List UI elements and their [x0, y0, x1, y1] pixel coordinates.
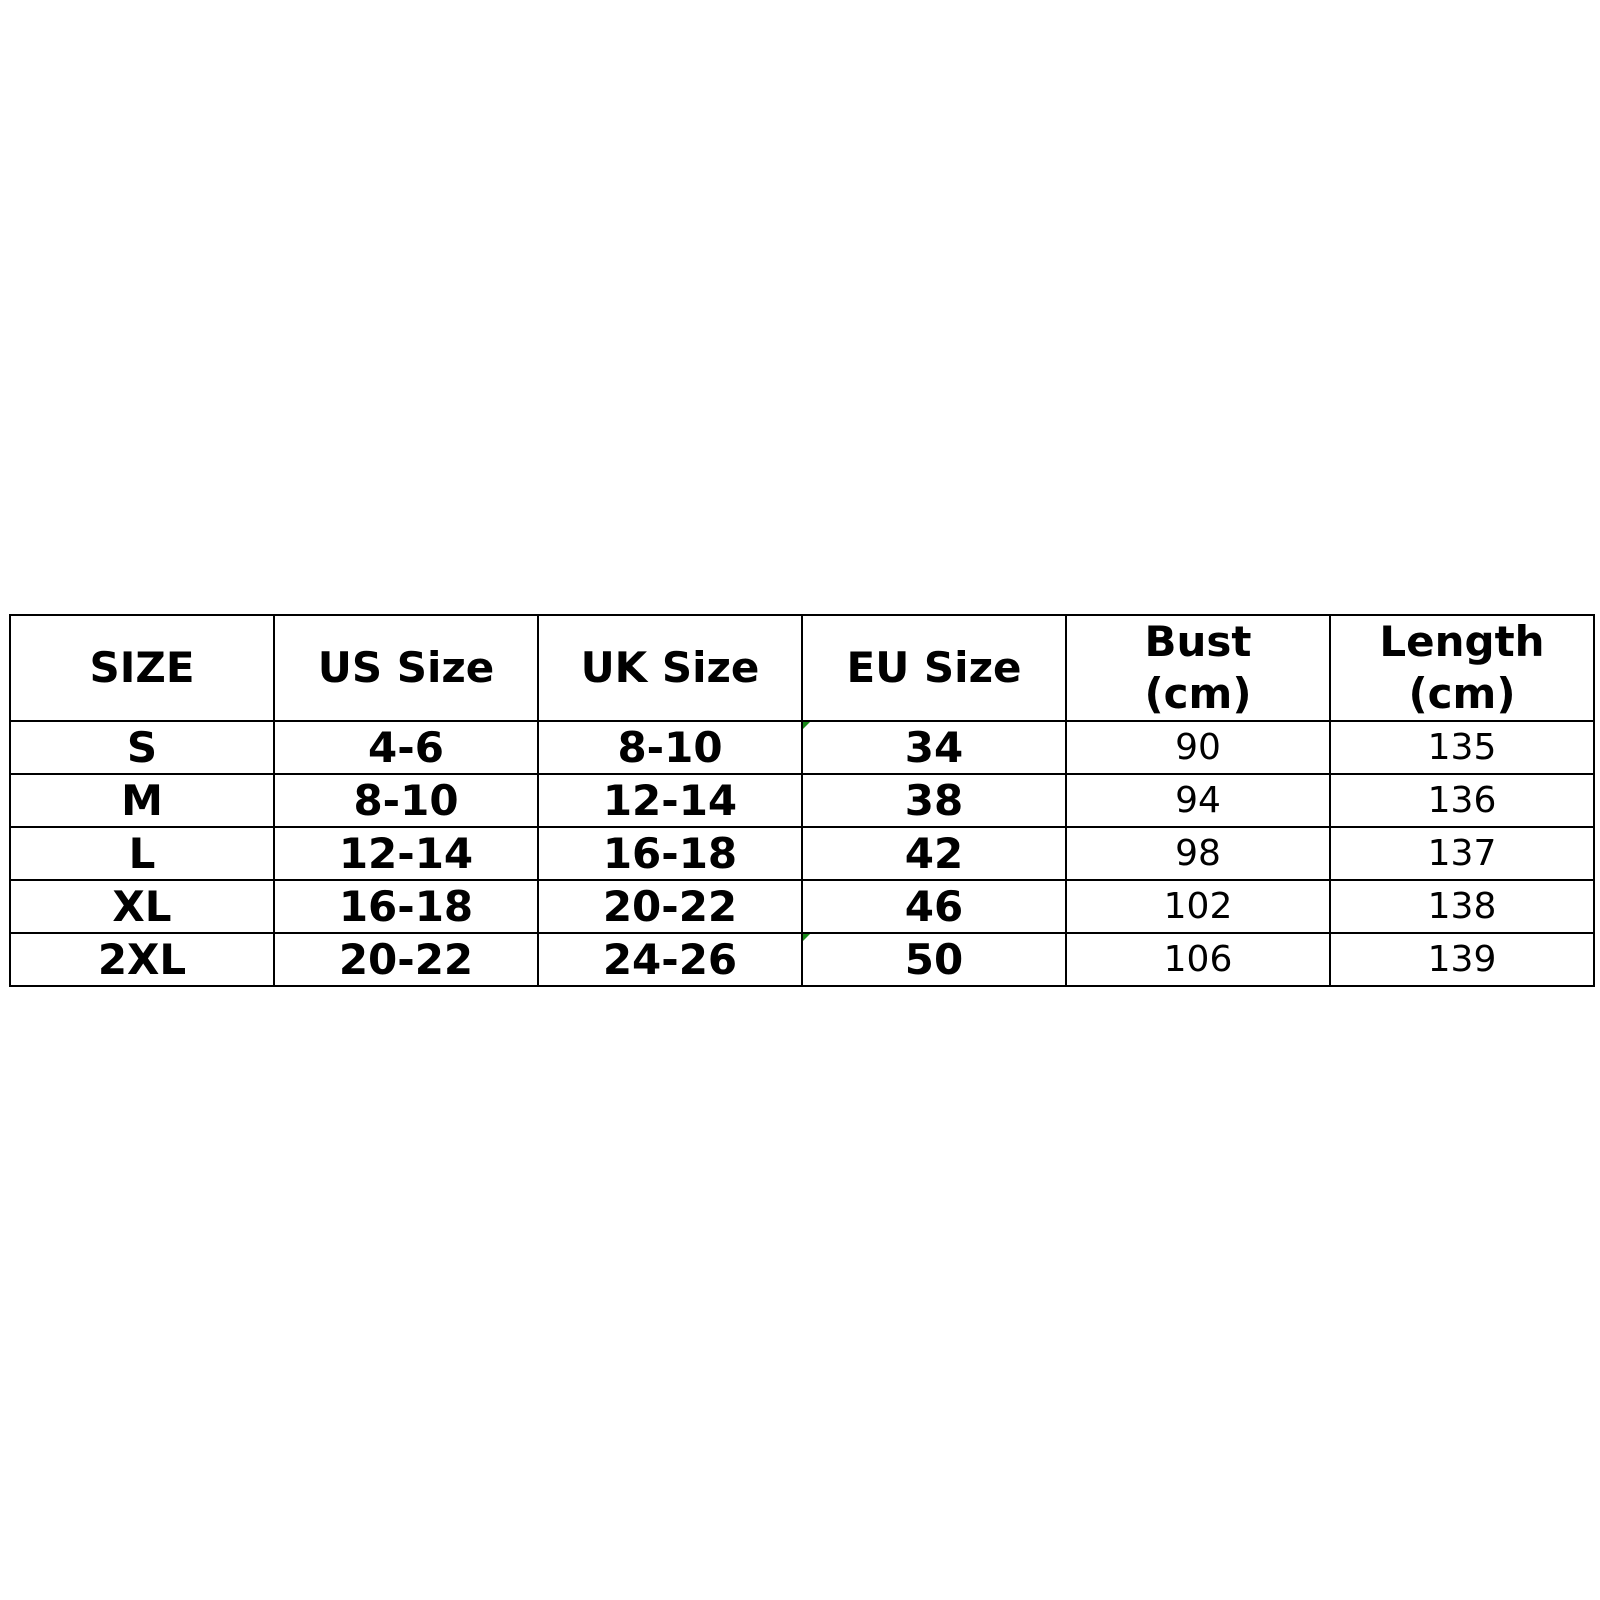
header-bust: Bust (cm) [1066, 615, 1330, 721]
cell-bust: 98 [1066, 827, 1330, 880]
cell-length: 135 [1330, 721, 1594, 774]
cell-us-size: 12-14 [274, 827, 538, 880]
cell-eu-size: 50 [802, 933, 1066, 986]
header-us-size: US Size [274, 615, 538, 721]
cell-us-size: 4-6 [274, 721, 538, 774]
cell-uk-size: 20-22 [538, 880, 802, 933]
cell-bust: 106 [1066, 933, 1330, 986]
size-chart-body [10, 721, 1594, 986]
cell-eu-size: 38 [802, 774, 1066, 827]
cell-size: XL [10, 880, 274, 933]
cell-us-size: 8-10 [274, 774, 538, 827]
cell-bust: 94 [1066, 774, 1330, 827]
header-eu-size: EU Size [802, 615, 1066, 721]
cell-uk-size: 24-26 [538, 933, 802, 986]
cell-uk-size: 12-14 [538, 774, 802, 827]
cell-bust: 102 [1066, 880, 1330, 933]
header-uk-size: UK Size [538, 615, 802, 721]
cell-length: 138 [1330, 880, 1594, 933]
cell-us-size: 16-18 [274, 880, 538, 933]
cell-length: 137 [1330, 827, 1594, 880]
cell-uk-size: 8-10 [538, 721, 802, 774]
table-row [10, 880, 1594, 933]
header-size: SIZE [10, 615, 274, 721]
header-row [10, 615, 1594, 721]
cell-size: M [10, 774, 274, 827]
cell-bust: 90 [1066, 721, 1330, 774]
cell-length: 139 [1330, 933, 1594, 986]
table-row [10, 774, 1594, 827]
cell-eu-size: 42 [802, 827, 1066, 880]
cell-eu-size: 46 [802, 880, 1066, 933]
cell-us-size: 20-22 [274, 933, 538, 986]
table-row [10, 721, 1594, 774]
cell-uk-size: 16-18 [538, 827, 802, 880]
cell-length: 136 [1330, 774, 1594, 827]
cell-eu-size: 34 [802, 721, 1066, 774]
header-length: Length (cm) [1330, 615, 1594, 721]
cell-size: L [10, 827, 274, 880]
table-row [10, 827, 1594, 880]
table-row [10, 933, 1594, 986]
cell-size: 2XL [10, 933, 274, 986]
size-chart-header [10, 615, 1594, 721]
size-chart-table [9, 614, 1595, 987]
cell-size: S [10, 721, 274, 774]
